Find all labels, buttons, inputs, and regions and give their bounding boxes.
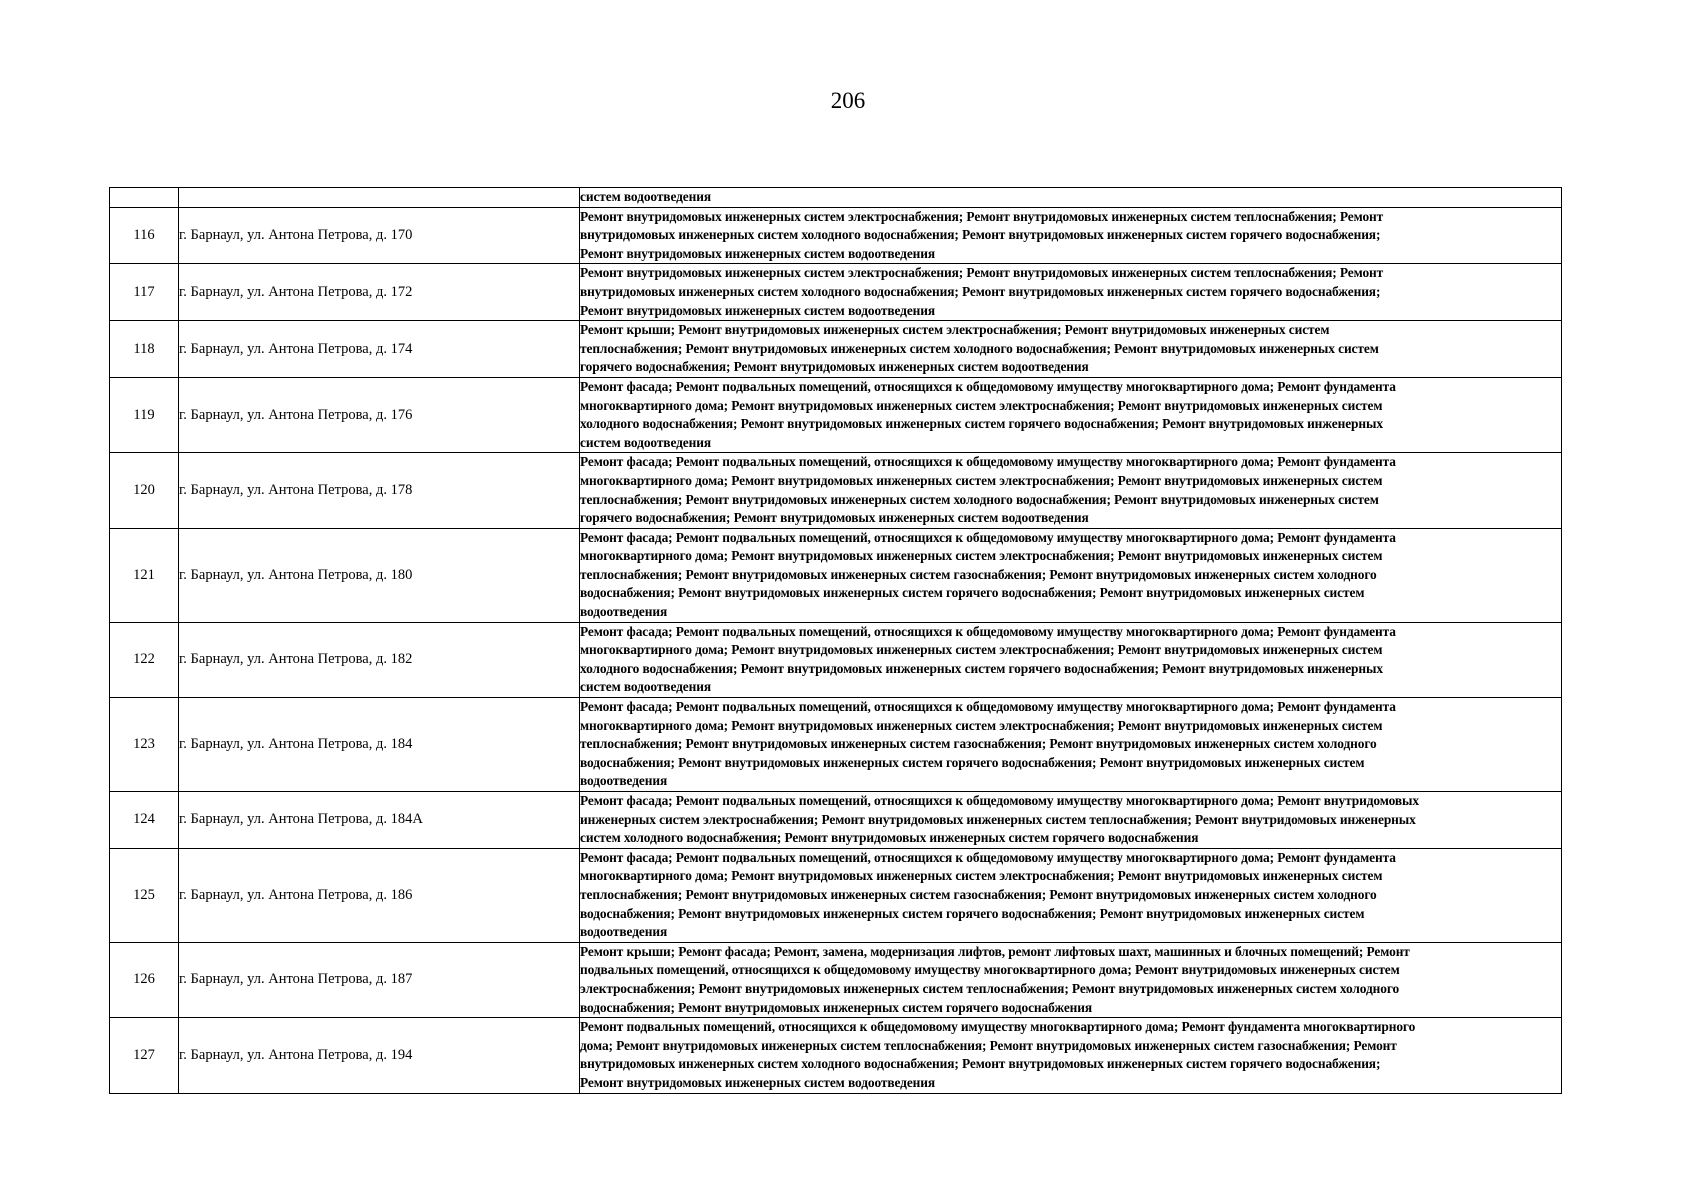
row-works (580, 207, 1562, 264)
row-number: 123 (110, 698, 179, 792)
row-number: 127 (110, 1018, 179, 1093)
row-works (580, 848, 1562, 942)
row-address: г. Барнаул, ул. Антона Петрова, д. 184А (179, 792, 580, 849)
works-line: Ремонт внутридомовых инженерных систем водоотведения (580, 1074, 936, 1090)
works-line: систем водоотведения (580, 434, 711, 450)
works-line: теплоснабжения; Ремонт внутридомовых инженерных систем газоснабжения; Ремонт внутридомовых инженерных систем холодного (580, 566, 1377, 582)
table-row (110, 792, 1562, 849)
works-line: Ремонт внутридомовых инженерных систем водоотведения (580, 245, 936, 261)
row-address: г. Барнаул, ул. Антона Петрова, д. 174 (179, 321, 580, 378)
works-line: Ремонт фасада; Ремонт подвальных помещений, относящихся к общедомовому имуществу многоквартирного дома; Ремонт фундамента (580, 529, 1396, 545)
works-line: подвальных помещений, относящихся к общедомовому имуществу многоквартирного дома; Ремонт внутридомовых инженерных систем (580, 962, 1400, 978)
row-works (580, 1018, 1562, 1093)
page-number: 206 (830, 88, 866, 113)
works-line: Ремонт внутридомовых инженерных систем электроснабжения; Ремонт внутридомовых инженерных систем теплоснабжения; Ремонт (580, 208, 1384, 224)
works-line: Ремонт фасада; Ремонт подвальных помещений, относящихся к общедомовому имуществу многоквартирного дома; Ремонт внутридомовых (580, 793, 1419, 808)
works-line: водоснабжения; Ремонт внутридомовых инженерных систем горячего водоснабжения; Ремонт внутридомовых инженерных систем (580, 754, 1365, 770)
row-works (580, 698, 1562, 792)
works-line: холодного водоснабжения; Ремонт внутридомовых инженерных систем горячего водоснабжения; Ремонт внутридомовых инженерных (580, 416, 1383, 432)
row-works (580, 622, 1562, 697)
row-address: г. Барнаул, ул. Антона Петрова, д. 187 (179, 942, 580, 1017)
row-works (580, 264, 1562, 321)
works-line: Ремонт фасада; Ремонт подвальных помещений, относящихся к общедомовому имуществу многоквартирного дома; Ремонт фундамента (580, 699, 1396, 715)
works-line: Ремонт фасада; Ремонт подвальных помещений, относящихся к общедомовому имуществу многоквартирного дома; Ремонт фундамента (580, 378, 1396, 394)
works-line: Ремонт внутридомовых инженерных систем электроснабжения; Ремонт внутридомовых инженерных систем теплоснабжения; Ремонт (580, 265, 1384, 281)
works-line: горячего водоснабжения; Ремонт внутридомовых инженерных систем водоотведения (580, 359, 1089, 375)
works-line: Ремонт крыши; Ремонт фасада; Ремонт, замена, модернизация лифтов, ремонт лифтовых шахт, машинных и блочных помещений; Ремонт (580, 943, 1410, 959)
works-line: водоснабжения; Ремонт внутридомовых инженерных систем горячего водоснабжения; Ремонт внутридомовых инженерных систем (580, 905, 1365, 921)
works-line: многоквартирного дома; Ремонт внутридомовых инженерных систем электроснабжения; Ремонт внутридомовых инженерных систем (580, 717, 1383, 733)
works-line: электроснабжения; Ремонт внутридомовых инженерных систем теплоснабжения; Ремонт внутридомовых инженерных систем холодного (580, 980, 1400, 996)
row-number: 121 (110, 528, 179, 622)
works-line: теплоснабжения; Ремонт внутридомовых инженерных систем газоснабжения; Ремонт внутридомовых инженерных систем холодного (580, 886, 1377, 902)
table-body (110, 188, 1562, 1094)
table-row (110, 377, 1562, 452)
works-line: Ремонт фасада; Ремонт подвальных помещений, относящихся к общедомовому имуществу многоквартирного дома; Ремонт фундамента (580, 623, 1396, 639)
row-works (580, 321, 1562, 378)
works-line: водоотведения (580, 773, 668, 789)
row-address: г. Барнаул, ул. Антона Петрова, д. 194 (179, 1018, 580, 1093)
works-line: теплоснабжения; Ремонт внутридомовых инженерных систем холодного водоснабжения; Ремонт внутридомовых инженерных систем (580, 491, 1379, 507)
row-number: 116 (110, 207, 179, 264)
table-row (110, 848, 1562, 942)
works-line: многоквартирного дома; Ремонт внутридомовых инженерных систем электроснабжения; Ремонт внутридомовых инженерных систем (580, 868, 1383, 884)
row-address: г. Барнаул, ул. Антона Петрова, д. 180 (179, 528, 580, 622)
works-line: Ремонт внутридомовых инженерных систем водоотведения (580, 302, 936, 318)
works-line: водоотведения (580, 604, 668, 620)
works-line: многоквартирного дома; Ремонт внутридомовых инженерных систем электроснабжения; Ремонт внутридомовых инженерных систем (580, 642, 1383, 658)
row-number: 117 (110, 264, 179, 321)
works-line: теплоснабжения; Ремонт внутридомовых инженерных систем газоснабжения; Ремонт внутридомовых инженерных систем холодного (580, 736, 1377, 752)
works-line: Ремонт подвальных помещений, относящихся к общедомовому имуществу многоквартирного дома; Ремонт фундамента многоквартирного (580, 1019, 1416, 1035)
table-row (110, 698, 1562, 792)
works-line: водоснабжения; Ремонт внутридомовых инженерных систем горячего водоснабжения; Ремонт внутридомовых инженерных систем (580, 585, 1365, 601)
works-line: водоотведения (580, 924, 668, 940)
table-row (110, 1018, 1562, 1093)
table-row (110, 264, 1562, 321)
works-line: систем водоотведения (580, 189, 711, 204)
row-number: 118 (110, 321, 179, 378)
row-number: 125 (110, 848, 179, 942)
row-address: г. Барнаул, ул. Антона Петрова, д. 184 (179, 698, 580, 792)
table-row (110, 188, 1562, 208)
row-address: г. Барнаул, ул. Антона Петрова, д. 178 (179, 453, 580, 528)
works-line: холодного водоснабжения; Ремонт внутридомовых инженерных систем горячего водоснабжения; Ремонт внутридомовых инженерных (580, 660, 1383, 676)
row-number: 119 (110, 377, 179, 452)
works-line: горячего водоснабжения; Ремонт внутридомовых инженерных систем водоотведения (580, 510, 1089, 526)
works-line: внутридомовых инженерных систем холодного водоснабжения; Ремонт внутридомовых инженерных систем горячего водоснабжения; (580, 283, 1381, 299)
table-row (110, 942, 1562, 1017)
row-works (580, 188, 1562, 208)
row-works (580, 377, 1562, 452)
works-line: водоснабжения; Ремонт внутридомовых инженерных систем горячего водоснабжения (580, 999, 1093, 1015)
works-line: систем водоотведения (580, 679, 711, 695)
row-works (580, 942, 1562, 1017)
row-address: г. Барнаул, ул. Антона Петрова, д. 176 (179, 377, 580, 452)
works-line: Ремонт фасада; Ремонт подвальных помещений, относящихся к общедомовому имуществу многоквартирного дома; Ремонт фундамента (580, 849, 1396, 865)
works-line: Ремонт крыши; Ремонт внутридомовых инженерных систем электроснабжения; Ремонт внутридомовых инженерных систем (580, 322, 1330, 338)
works-line: систем холодного водоснабжения; Ремонт внутридомовых инженерных систем горячего водоснабжения (580, 830, 1199, 846)
repair-works-table (109, 187, 1562, 1094)
row-number: 122 (110, 622, 179, 697)
table-row (110, 453, 1562, 528)
works-line: многоквартирного дома; Ремонт внутридомовых инженерных систем электроснабжения; Ремонт внутридомовых инженерных систем (580, 472, 1383, 488)
works-line: инженерных систем электроснабжения; Ремонт внутридомовых инженерных систем теплоснабжения; Ремонт внутридомовых инженерных (580, 811, 1416, 827)
row-address: г. Барнаул, ул. Антона Петрова, д. 172 (179, 264, 580, 321)
row-address (179, 188, 580, 208)
table-row (110, 207, 1562, 264)
row-works (580, 453, 1562, 528)
row-works (580, 528, 1562, 622)
row-number: 126 (110, 942, 179, 1017)
works-line: Ремонт фасада; Ремонт подвальных помещений, относящихся к общедомовому имуществу многоквартирного дома; Ремонт фундамента (580, 454, 1396, 470)
row-number: 124 (110, 792, 179, 849)
works-line: теплоснабжения; Ремонт внутридомовых инженерных систем холодного водоснабжения; Ремонт внутридомовых инженерных систем (580, 340, 1379, 356)
row-address: г. Барнаул, ул. Антона Петрова, д. 186 (179, 848, 580, 942)
works-line: дома; Ремонт внутридомовых инженерных систем теплоснабжения; Ремонт внутридомовых инженерных систем газоснабжения; Ремонт (580, 1037, 1397, 1053)
works-line: внутридомовых инженерных систем холодного водоснабжения; Ремонт внутридомовых инженерных систем горячего водоснабжения; (580, 1056, 1381, 1072)
works-line: многоквартирного дома; Ремонт внутридомовых инженерных систем электроснабжения; Ремонт внутридомовых инженерных систем (580, 548, 1383, 564)
works-line: многоквартирного дома; Ремонт внутридомовых инженерных систем электроснабжения; Ремонт внутридомовых инженерных систем (580, 397, 1383, 413)
row-number: 120 (110, 453, 179, 528)
table-row (110, 321, 1562, 378)
row-works (580, 792, 1562, 849)
row-number (110, 188, 179, 208)
row-address: г. Барнаул, ул. Антона Петрова, д. 182 (179, 622, 580, 697)
works-line: внутридомовых инженерных систем холодного водоснабжения; Ремонт внутридомовых инженерных систем горячего водоснабжения; (580, 227, 1381, 243)
table-row (110, 528, 1562, 622)
row-address: г. Барнаул, ул. Антона Петрова, д. 170 (179, 207, 580, 264)
table-row (110, 622, 1562, 697)
